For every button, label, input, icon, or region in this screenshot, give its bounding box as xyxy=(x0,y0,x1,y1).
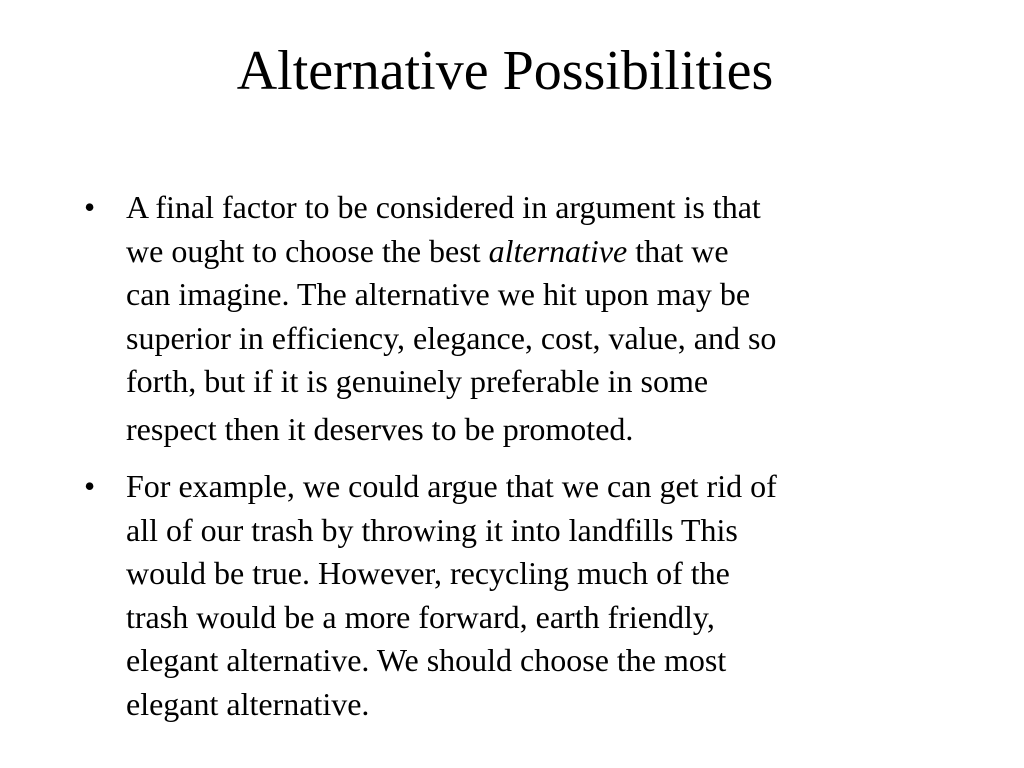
bullet-line: forth, but if it is genuinely preferable in some xyxy=(126,363,709,399)
bullet-line: all of our trash by throwing it into landfills This xyxy=(126,511,738,548)
bullet-marker: • xyxy=(84,468,96,504)
bullet-line: respect then it deserves to be promoted. xyxy=(126,410,634,447)
bullet-line: elegant alternative. We should choose the most xyxy=(126,642,727,678)
bullet-text xyxy=(126,465,1006,726)
bullet-line: trash would be a more forward, earth friendly, xyxy=(126,598,715,635)
bullet-line: elegant alternative. xyxy=(126,685,370,722)
bullet-line: For example, we could argue that we can get rid of xyxy=(126,468,777,504)
bullet-line: superior in efficiency, elegance, cost, value, and so xyxy=(126,319,777,356)
slide-title: Alternative Possibilities xyxy=(236,40,774,102)
bullet-text xyxy=(126,186,1006,451)
bullet-line: A final factor to be considered in argument is that xyxy=(126,189,761,225)
bullet-line: would be true. However, recycling much of the xyxy=(126,555,730,591)
bullet-marker: • xyxy=(84,189,96,225)
bullet-line xyxy=(126,230,1006,274)
emphasized-word: alternative xyxy=(488,232,628,269)
line-text: we ought to choose the best xyxy=(126,232,489,269)
line-text: that we xyxy=(627,232,729,269)
bullet-line: can imagine. The alternative we hit upon may be xyxy=(126,276,751,312)
